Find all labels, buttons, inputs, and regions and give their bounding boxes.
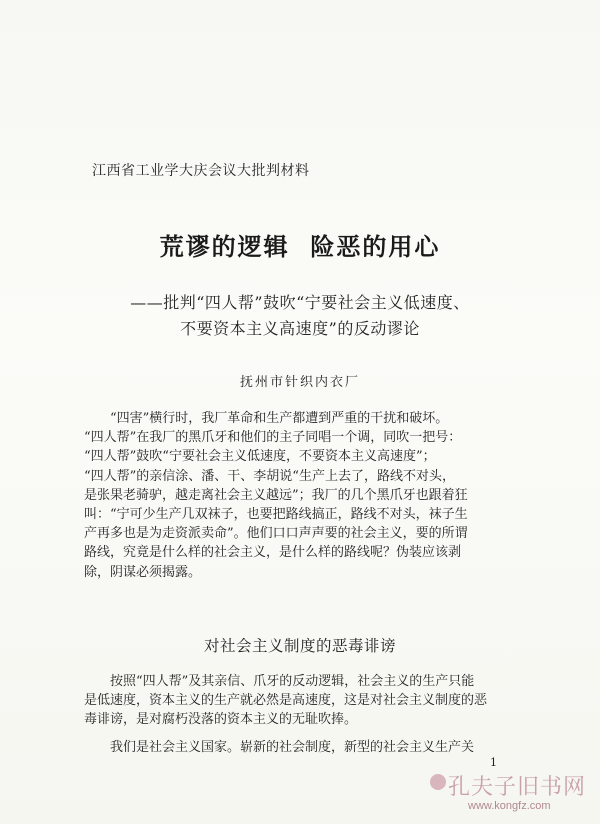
paragraph-line: 我们是社会主义国家。崭新的社会制度，新型的社会主义生产关 bbox=[110, 740, 475, 755]
watermark-logo-icon bbox=[430, 774, 446, 790]
subtitle-line-1: ——批判“四人帮”鼓吹“宁要社会主义低速度、 bbox=[130, 293, 470, 312]
paragraph-2 bbox=[84, 672, 504, 730]
subtitle-line-2: 不要资本主义高速度”的反动谬论 bbox=[180, 319, 420, 338]
paragraph-line: 路线，究竟是什么样的社会主义，是什么样的路线呢？伪装应该剥 bbox=[84, 545, 462, 561]
author-organization: 抚州市针织内衣厂 bbox=[239, 375, 360, 390]
watermark-brand: 孔夫子旧书网 bbox=[448, 775, 587, 800]
paragraph-line: 产再多也是为走资派卖命”。他们口口声声要的社会主义，要的所谓 bbox=[84, 526, 468, 542]
document-title: 荒谬的逻辑 险恶的用心 bbox=[159, 232, 441, 261]
paragraph-line: 是低速度，资本主义的生产就必然是高速度，这是对社会主义制度的恶 bbox=[84, 693, 488, 709]
paragraph-line: 按照“四人帮”及其亲信、爪牙的反动逻辑，社会主义的生产只能 bbox=[110, 674, 475, 689]
paragraph-1 bbox=[84, 409, 504, 582]
paragraph-3 bbox=[84, 738, 504, 757]
paragraph-line: “四害”横行时，我厂革命和生产都遭到严重的干扰和破坏。 bbox=[110, 411, 449, 426]
watermark bbox=[430, 770, 590, 816]
document-header: 江西省工业学大庆会议大批判材料 bbox=[92, 163, 310, 179]
watermark-url: www.kongfz.com bbox=[468, 800, 551, 812]
section-heading: 对社会主义制度的恶毒诽谤 bbox=[203, 637, 396, 655]
paragraph-line: “四人帮”在我厂的黑爪牙和他们的主子同唱一个调，同吹一把号： bbox=[84, 430, 462, 446]
paragraph-line: “四人帮”的亲信涂、潘、干、李胡说“生产上去了，路线不对头， bbox=[84, 468, 455, 484]
paragraph-line: “四人帮”鼓吹“宁要社会主义低速度，不要资本主义高速度”； bbox=[84, 449, 436, 465]
paragraph-line: 是张果老骑驴，越走离社会主义越远”；我厂的几个黑爪牙也跟着狂 bbox=[84, 487, 468, 503]
paragraph-line: 毒诽谤，是对腐朽没落的资本主义的无耻吹捧。 bbox=[84, 712, 358, 728]
paragraph-line: 叫：“宁可少生产几双袜子，也要把路线搞正，路线不对头，袜子生 bbox=[84, 507, 468, 523]
page-number: 1 bbox=[490, 756, 497, 769]
paragraph-line: 除，阴谋必须揭露。 bbox=[84, 564, 202, 580]
